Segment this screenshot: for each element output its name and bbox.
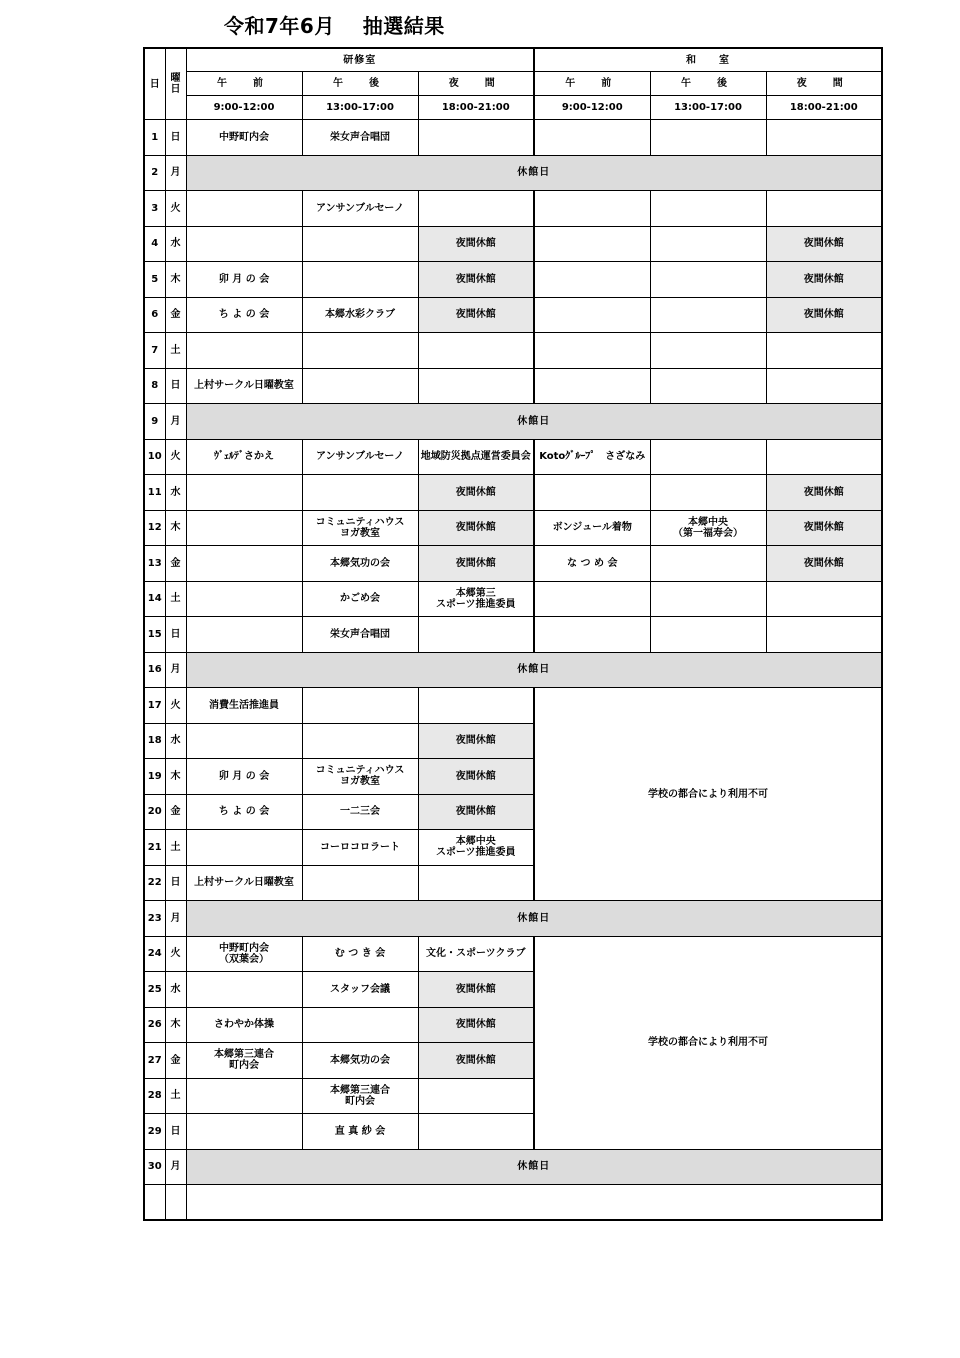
empty-cell [186, 333, 302, 369]
reservation-cell: スタッフ会議 [302, 972, 418, 1008]
table-row [144, 191, 882, 227]
reservation-cell: 中野町内会 （双葉会） [186, 936, 302, 972]
day-number: 11 [144, 475, 165, 511]
reservation-cell: 栄女声合唱団 [302, 120, 418, 156]
weekday: 金 [165, 297, 186, 333]
weekday: 月 [165, 901, 186, 937]
empty-cell [418, 333, 534, 369]
weekday: 水 [165, 723, 186, 759]
reservation-cell: 夜間休館 [766, 297, 882, 333]
empty-cell [418, 191, 534, 227]
empty-cell [650, 120, 766, 156]
empty-cell [186, 1078, 302, 1114]
time-header: 13:00-17:00 [650, 96, 766, 120]
day-number: 13 [144, 546, 165, 582]
empty-cell [766, 439, 882, 475]
session-header: 午 後 [650, 72, 766, 96]
reservation-cell: 文化・スポーツクラブ [418, 936, 534, 972]
empty-cell [534, 581, 650, 617]
reservation-cell: 直 真 紗 会 [302, 1114, 418, 1150]
empty-cell [302, 226, 418, 262]
weekday: 土 [165, 581, 186, 617]
empty-cell [534, 617, 650, 653]
reservation-cell: 本郷水彩クラブ [302, 297, 418, 333]
reservation-cell: 夜間休館 [766, 546, 882, 582]
table-row [144, 617, 882, 653]
empty-cell [534, 333, 650, 369]
reservation-cell: ち よ の 会 [186, 794, 302, 830]
reservation-cell: 本郷第三連合 町内会 [186, 1043, 302, 1079]
day-number: 27 [144, 1043, 165, 1079]
time-header: 9:00-12:00 [534, 96, 650, 120]
day-number: 16 [144, 652, 165, 688]
weekday: 火 [165, 688, 186, 724]
table-row [144, 936, 882, 972]
reservation-cell: 夜間休館 [418, 226, 534, 262]
reservation-cell: アンサンブルセーノ [302, 191, 418, 227]
weekday: 木 [165, 262, 186, 298]
empty-cell [418, 1114, 534, 1150]
session-header: 夜 間 [766, 72, 882, 96]
table-row [144, 688, 882, 724]
weekday: 金 [165, 546, 186, 582]
empty-cell [186, 581, 302, 617]
empty-cell [650, 226, 766, 262]
reservation-cell: 夜間休館 [418, 475, 534, 511]
empty-cell [650, 617, 766, 653]
empty-cell [418, 120, 534, 156]
closed-day-cell: 休館日 [186, 155, 882, 191]
session-header: 午 前 [534, 72, 650, 96]
table-row [144, 475, 882, 511]
empty-cell [302, 368, 418, 404]
reservation-cell: 夜間休館 [418, 723, 534, 759]
weekday: 水 [165, 226, 186, 262]
empty-cell [302, 688, 418, 724]
reservation-cell: 夜間休館 [418, 1043, 534, 1079]
day-number: 10 [144, 439, 165, 475]
empty-cell [186, 226, 302, 262]
reservation-cell: 本郷気功の会 [302, 546, 418, 582]
table-row [144, 155, 882, 191]
day-number: 6 [144, 297, 165, 333]
day-number: 4 [144, 226, 165, 262]
empty-cell [650, 439, 766, 475]
day-number: 1 [144, 120, 165, 156]
table-row [144, 652, 882, 688]
blank-cell [144, 1185, 165, 1221]
empty-cell [534, 475, 650, 511]
reservation-cell: 中野町内会 [186, 120, 302, 156]
day-number: 19 [144, 759, 165, 795]
closed-day-cell: 休館日 [186, 652, 882, 688]
day-number: 24 [144, 936, 165, 972]
reservation-cell: 夜間休館 [418, 546, 534, 582]
day-number: 17 [144, 688, 165, 724]
weekday: 日 [165, 617, 186, 653]
weekday: 月 [165, 404, 186, 440]
empty-cell [186, 972, 302, 1008]
reservation-cell: 卯 月 の 会 [186, 759, 302, 795]
weekday: 水 [165, 972, 186, 1008]
weekday: 月 [165, 652, 186, 688]
empty-cell [650, 191, 766, 227]
empty-cell [650, 546, 766, 582]
empty-cell [650, 581, 766, 617]
day-number: 22 [144, 865, 165, 901]
day-number: 30 [144, 1149, 165, 1185]
table-row [144, 581, 882, 617]
time-header: 13:00-17:00 [302, 96, 418, 120]
blank-cell [165, 1185, 186, 1221]
day-number: 20 [144, 794, 165, 830]
empty-cell [302, 865, 418, 901]
reservation-cell: ｳﾞｪﾙﾃﾞさかえ [186, 439, 302, 475]
reservation-cell: 夜間休館 [766, 262, 882, 298]
empty-cell [186, 617, 302, 653]
day-number: 15 [144, 617, 165, 653]
session-header: 午 後 [302, 72, 418, 96]
day-number: 2 [144, 155, 165, 191]
empty-cell [534, 297, 650, 333]
reservation-cell: 本郷気功の会 [302, 1043, 418, 1079]
reservation-cell: 夜間休館 [418, 794, 534, 830]
weekday: 日 [165, 368, 186, 404]
empty-cell [186, 510, 302, 546]
time-header: 18:00-21:00 [766, 96, 882, 120]
room-header-training: 研修室 [186, 48, 534, 72]
empty-cell [418, 368, 534, 404]
reservation-cell: 夜間休館 [766, 510, 882, 546]
weekday: 火 [165, 439, 186, 475]
reservation-cell: ボンジュール着物 [534, 510, 650, 546]
table-row [144, 439, 882, 475]
table-row [144, 1149, 882, 1185]
day-number: 25 [144, 972, 165, 1008]
reservation-cell: さわやか体操 [186, 1007, 302, 1043]
reservation-cell: な つ め 会 [534, 546, 650, 582]
day-number: 29 [144, 1114, 165, 1150]
day-number: 12 [144, 510, 165, 546]
reservation-cell: 上村サークル日曜教室 [186, 368, 302, 404]
table-row [144, 333, 882, 369]
day-number: 8 [144, 368, 165, 404]
unavailable-block: 学校の都合により利用不可 [534, 936, 882, 1149]
table-row [144, 297, 882, 333]
reservation-cell: コーロコロラート [302, 830, 418, 866]
weekday: 月 [165, 1149, 186, 1185]
empty-cell [534, 191, 650, 227]
closed-day-cell: 休館日 [186, 1149, 882, 1185]
weekday: 土 [165, 830, 186, 866]
empty-cell [418, 617, 534, 653]
reservation-cell: アンサンブルセーノ [302, 439, 418, 475]
empty-cell [766, 120, 882, 156]
schedule-body [144, 120, 882, 1221]
reservation-cell: 卯 月 の 会 [186, 262, 302, 298]
room-header-japanese: 和 室 [534, 48, 882, 72]
closed-day-cell: 休館日 [186, 901, 882, 937]
empty-cell [186, 475, 302, 511]
day-number: 7 [144, 333, 165, 369]
weekday: 金 [165, 794, 186, 830]
empty-cell [650, 368, 766, 404]
blank-cell [186, 1185, 882, 1221]
blank-row [144, 1185, 882, 1221]
reservation-cell: 夜間休館 [418, 972, 534, 1008]
weekday: 金 [165, 1043, 186, 1079]
empty-cell [650, 333, 766, 369]
empty-cell [650, 475, 766, 511]
weekday: 火 [165, 936, 186, 972]
weekday: 日 [165, 1114, 186, 1150]
empty-cell [534, 120, 650, 156]
day-number: 14 [144, 581, 165, 617]
empty-cell [418, 1078, 534, 1114]
weekday: 木 [165, 759, 186, 795]
table-row [144, 120, 882, 156]
schedule-table [143, 47, 883, 1221]
day-number: 23 [144, 901, 165, 937]
empty-cell [534, 368, 650, 404]
reservation-cell: 夜間休館 [418, 1007, 534, 1043]
closed-day-cell: 休館日 [186, 404, 882, 440]
reservation-cell: む つ き 会 [302, 936, 418, 972]
reservation-cell: 夜間休館 [418, 297, 534, 333]
empty-cell [418, 865, 534, 901]
table-row [144, 901, 882, 937]
reservation-cell: コミュニティハウス ヨガ教室 [302, 759, 418, 795]
day-number: 3 [144, 191, 165, 227]
empty-cell [186, 546, 302, 582]
day-header: 日 [144, 48, 165, 120]
session-header: 午 前 [186, 72, 302, 96]
reservation-cell: 夜間休館 [418, 759, 534, 795]
day-number: 26 [144, 1007, 165, 1043]
reservation-cell: ち よ の 会 [186, 297, 302, 333]
reservation-cell: 一二三会 [302, 794, 418, 830]
empty-cell [186, 1114, 302, 1150]
reservation-cell: 本郷第三 スポーツ推進委員 [418, 581, 534, 617]
empty-cell [766, 617, 882, 653]
empty-cell [302, 262, 418, 298]
weekday-header: 曜 日 [165, 48, 186, 120]
empty-cell [302, 475, 418, 511]
weekday: 土 [165, 333, 186, 369]
table-row [144, 262, 882, 298]
day-number: 5 [144, 262, 165, 298]
reservation-cell: 夜間休館 [418, 510, 534, 546]
session-header: 夜 間 [418, 72, 534, 96]
empty-cell [302, 723, 418, 759]
empty-cell [302, 333, 418, 369]
weekday: 月 [165, 155, 186, 191]
table-row [144, 510, 882, 546]
table-row [144, 226, 882, 262]
empty-cell [534, 262, 650, 298]
empty-cell [302, 1007, 418, 1043]
reservation-cell: かごめ会 [302, 581, 418, 617]
time-header: 9:00-12:00 [186, 96, 302, 120]
weekday: 水 [165, 475, 186, 511]
reservation-cell: 本郷中央 スポーツ推進委員 [418, 830, 534, 866]
weekday: 木 [165, 1007, 186, 1043]
empty-cell [766, 191, 882, 227]
empty-cell [766, 368, 882, 404]
weekday: 木 [165, 510, 186, 546]
reservation-cell: 本郷第三連合 町内会 [302, 1078, 418, 1114]
empty-cell [186, 191, 302, 227]
day-number: 18 [144, 723, 165, 759]
reservation-cell: 上村サークル日曜教室 [186, 865, 302, 901]
table-row [144, 404, 882, 440]
day-number: 21 [144, 830, 165, 866]
empty-cell [766, 581, 882, 617]
reservation-cell: 本郷中央 （第一福寿会） [650, 510, 766, 546]
weekday: 日 [165, 120, 186, 156]
reservation-cell: 夜間休館 [766, 226, 882, 262]
day-number: 28 [144, 1078, 165, 1114]
reservation-cell: 夜間休館 [418, 262, 534, 298]
table-row [144, 546, 882, 582]
empty-cell [650, 262, 766, 298]
weekday: 日 [165, 865, 186, 901]
empty-cell [418, 688, 534, 724]
empty-cell [766, 333, 882, 369]
reservation-cell: 夜間休館 [766, 475, 882, 511]
weekday: 土 [165, 1078, 186, 1114]
empty-cell [534, 226, 650, 262]
reservation-cell: 消費生活推進員 [186, 688, 302, 724]
day-number: 9 [144, 404, 165, 440]
reservation-cell: 地域防災拠点運営委員会 [418, 439, 534, 475]
reservation-cell: 栄女声合唱団 [302, 617, 418, 653]
empty-cell [650, 297, 766, 333]
weekday: 火 [165, 191, 186, 227]
reservation-cell: Kotoｸﾞﾙｰﾌﾟ さざなみ [534, 439, 650, 475]
page-title: 令和7年6月 抽選結果 [224, 14, 445, 38]
reservation-cell: コミュニティハウス ヨガ教室 [302, 510, 418, 546]
empty-cell [186, 830, 302, 866]
time-header: 18:00-21:00 [418, 96, 534, 120]
unavailable-block: 学校の都合により利用不可 [534, 688, 882, 901]
empty-cell [186, 723, 302, 759]
table-row [144, 368, 882, 404]
